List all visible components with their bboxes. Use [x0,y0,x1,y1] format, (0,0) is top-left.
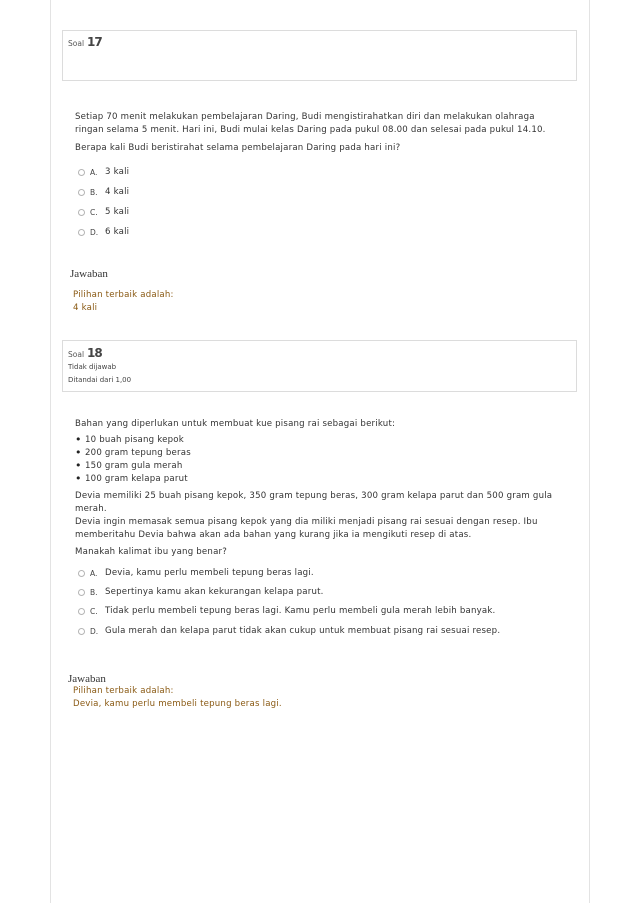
answer-block-17 [73,289,174,315]
list-item: • 150 gram gula merah [75,460,555,473]
question-status: Tidak dijawab [68,363,117,371]
question-text-18 [75,418,555,559]
question-prompt-18: Manakah kalimat ibu yang benar? [75,547,228,557]
option-b-18[interactable]: B. Sepertinya kamu akan kekurangan kelapa parut. [78,586,324,598]
best-answer-label: Pilihan terbaik adalah: [73,290,174,300]
list-item: • 10 buah pisang kepok [75,434,555,447]
list-item: • 200 gram tepung beras [75,447,555,460]
radio-button[interactable] [78,189,85,196]
option-d-17[interactable]: D. 6 kali [78,226,129,238]
question-marks: Ditandai dari 1,00 [68,376,132,384]
answer-heading-17: Jawaban [70,268,108,280]
option-a-18[interactable]: A. Devia, kamu perlu membeli tepung beras lagi. [78,567,314,579]
radio-button[interactable] [78,209,85,216]
ingredients-intro: Bahan yang diperlukan untuk membuat kue pisang rai sebagai berikut: [75,419,396,429]
answer-heading-18: Jawaban [68,673,106,685]
best-answer-label: Pilihan terbaik adalah: [73,686,174,696]
page-right-border [589,0,590,903]
option-b-17[interactable]: B. 4 kali [78,186,129,198]
question-number-18: Soal 18 [68,346,102,360]
radio-button[interactable] [78,589,85,596]
question-prompt-17: Berapa kali Budi beristirahat selama pembelajaran Daring pada hari ini? [75,143,401,153]
page-left-border [50,0,51,903]
question-number-17: Soal 17 [68,35,102,49]
question-body-line: Devia memiliki 25 buah pisang kepok, 350 gram tepung beras, 300 gram kelapa parut dan 500 gram gula merah. [75,491,553,514]
option-d-18[interactable]: D. Gula merah dan kelapa parut tidak akan cukup untuk membuat pisang rai sesuai resep. [78,625,500,637]
question-body-17: Setiap 70 menit melakukan pembelajaran Daring, Budi mengistirahatkan diri dan melakukan olahraga ringan selama 5 menit. Hari ini, Budi mulai kelas Daring pada pukul 08.00 dan selesai pada pukul 14.10. [75,112,546,135]
question-body-line: Devia ingin memasak semua pisang kepok yang dia miliki menjadi pisang rai sesuai dengan resep. Ibu [75,517,538,527]
question-body-line: memberitahu Devia bahwa akan ada bahan yang kurang jika ia mengikuti resep di atas. [75,530,472,540]
ingredient-list [75,434,555,486]
question-info-box-17 [62,30,577,81]
list-item: • 100 gram kelapa parut [75,473,555,486]
radio-button[interactable] [78,229,85,236]
option-c-17[interactable]: C. 5 kali [78,206,129,218]
option-a-17[interactable]: A. 3 kali [78,166,129,178]
answer-block-18 [73,685,282,711]
question-info-box-18 [62,340,577,392]
best-answer-value: Devia, kamu perlu membeli tepung beras lagi. [73,699,282,709]
radio-button[interactable] [78,608,85,615]
radio-button[interactable] [78,628,85,635]
question-text-17 [75,111,555,155]
radio-button[interactable] [78,570,85,577]
radio-button[interactable] [78,169,85,176]
best-answer-value: 4 kali [73,303,98,313]
option-c-18[interactable]: C. Tidak perlu membeli tepung beras lagi. Kamu perlu membeli gula merah lebih banyak. [78,605,496,617]
